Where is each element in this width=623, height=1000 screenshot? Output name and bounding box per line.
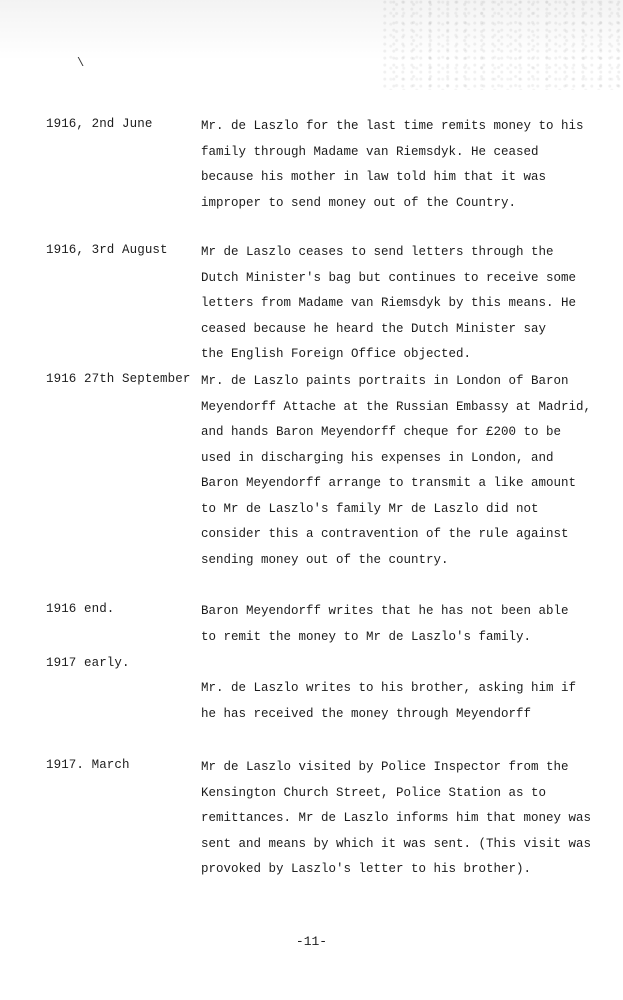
entry-text — [201, 676, 606, 727]
entry-date: 1916 end. — [46, 602, 115, 616]
text-line: to Mr de Laszlo's family Mr de Laszlo did not — [201, 501, 539, 516]
entry-date: 1916 27th September — [46, 372, 191, 386]
text-line: Meyendorff Attache at the Russian Embassy at Madrid, — [201, 399, 592, 414]
text-line: Mr de Laszlo visited by Police Inspector from the — [201, 760, 569, 774]
page-number: -11- — [295, 934, 328, 949]
text-line: Mr de Laszlo ceases to send letters through the — [201, 245, 554, 259]
entry-text — [201, 114, 606, 216]
text-line: improper to send money out of the Country. — [201, 195, 517, 210]
entry-date: 1916, 2nd June — [46, 117, 153, 131]
entry-date: 1917 early. — [46, 656, 130, 670]
text-line: Mr. de Laszlo for the last time remits money to his — [201, 119, 584, 133]
text-line: sending money out of the country. — [201, 552, 449, 567]
stray-mark: \ — [77, 56, 85, 70]
entry-date: 1916, 3rd August — [46, 243, 168, 257]
text-line: sent and means by which it was sent. (This visit was — [201, 836, 592, 851]
entry-date: 1917. March — [46, 758, 130, 772]
entry-text — [201, 755, 606, 883]
entry-text — [201, 599, 606, 650]
text-line: provoked by Laszlo's letter to his brother). — [201, 862, 532, 876]
text-line: consider this a contravention of the rule against — [201, 527, 569, 541]
text-line: Baron Meyendorff writes that he has not been able — [201, 604, 569, 618]
text-line: Mr. de Laszlo paints portraits in London of Baron — [201, 374, 569, 388]
text-line: letters from Madame van Riemsdyk by this means. He — [201, 296, 577, 310]
text-line: family through Madame van Riemsdyk. He ceased — [201, 144, 539, 159]
scan-noise — [383, 0, 623, 90]
text-line: remittances. Mr de Laszlo informs him that money was — [201, 811, 592, 825]
text-line: he has received the money through Meyendorff — [201, 706, 532, 721]
text-line: Dutch Minister's bag but continues to receive some — [201, 270, 577, 285]
entry-text — [201, 369, 606, 573]
text-line: Baron Meyendorff arrange to transmit a like amount — [201, 476, 577, 490]
text-line: used in discharging his expenses in London, and — [201, 450, 554, 465]
text-line: because his mother in law told him that it was — [201, 170, 547, 184]
text-line: Mr. de Laszlo writes to his brother, asking him if — [201, 681, 577, 695]
text-line: ceased because he heard the Dutch Minister say — [201, 321, 547, 336]
entry-text — [201, 240, 606, 368]
text-line: to remit the money to Mr de Laszlo's family. — [201, 629, 532, 644]
text-line: Kensington Church Street, Police Station as to — [201, 785, 547, 800]
text-line: and hands Baron Meyendorff cheque for £200 to be — [201, 425, 562, 439]
text-line: the English Foreign Office objected. — [201, 347, 472, 361]
